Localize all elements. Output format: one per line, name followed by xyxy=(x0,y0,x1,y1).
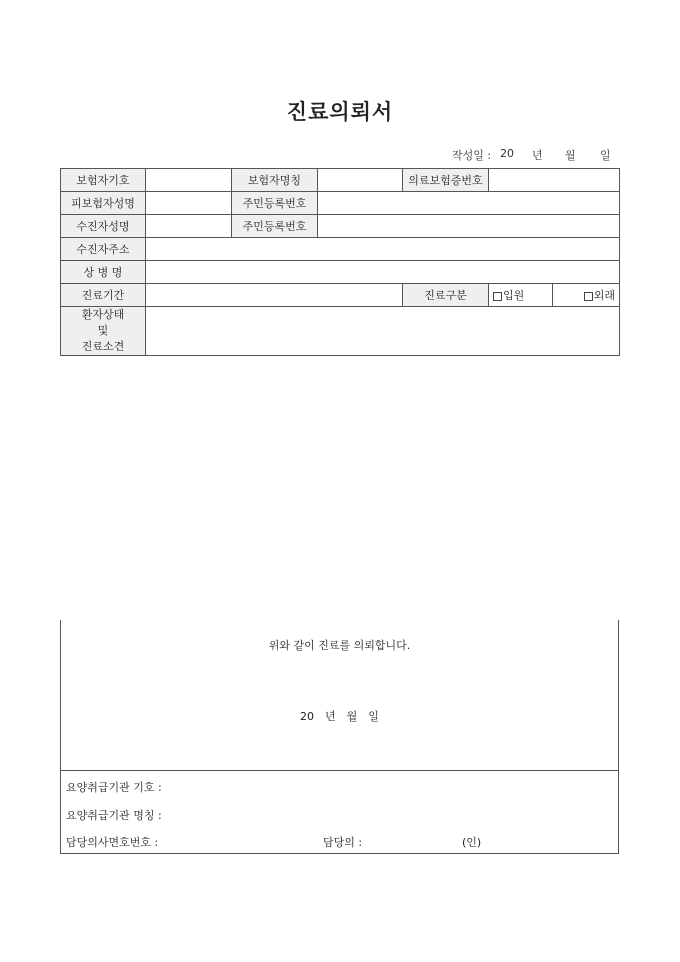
treatment-period-field[interactable] xyxy=(146,284,403,307)
patient-address-field[interactable] xyxy=(146,238,620,261)
divider xyxy=(61,770,618,771)
referral-form-table xyxy=(60,168,620,356)
request-day: 일 xyxy=(368,710,379,723)
request-year: 년 xyxy=(325,710,336,723)
patient-status-line1: 환자상태 xyxy=(81,308,125,321)
disease-name-field[interactable] xyxy=(146,261,620,284)
patient-status-line2: 및 xyxy=(97,324,109,337)
outpatient-option[interactable] xyxy=(553,284,620,307)
insurance-symbol-label: 보험자기호 xyxy=(61,169,146,192)
patient-address-label: 수진자주소 xyxy=(61,238,146,261)
request-year-prefix: 20 xyxy=(300,710,314,723)
disease-name-label: 상 병 명 xyxy=(61,261,146,284)
insured-resident-no-label: 주민등록번호 xyxy=(232,192,318,215)
treatment-type-label: 진료구분 xyxy=(403,284,489,307)
patient-status-field[interactable] xyxy=(146,307,620,356)
inpatient-option[interactable] xyxy=(489,284,553,307)
patient-status-label xyxy=(61,307,146,356)
insured-name-field[interactable] xyxy=(146,192,232,215)
request-section xyxy=(60,620,619,854)
date-year: 년 xyxy=(532,149,543,162)
seal-mark: (인) xyxy=(462,836,482,849)
request-date xyxy=(300,708,390,724)
request-text: 위와 같이 진료를 의뢰합니다. xyxy=(268,639,411,652)
date-day: 일 xyxy=(600,149,611,162)
insured-resident-no-field[interactable] xyxy=(318,192,620,215)
form-title: 진료의뢰서 xyxy=(286,100,394,124)
institution-name: 요양취급기관 명칭 : xyxy=(66,809,162,822)
outpatient-label: 외래 xyxy=(593,289,615,302)
doctor-license-no: 담당의사면호번호 : xyxy=(66,836,159,849)
treatment-period-label: 진료기간 xyxy=(61,284,146,307)
table-row xyxy=(61,192,620,215)
patient-name-label: 수진자성명 xyxy=(61,215,146,238)
inpatient-label: 입원 xyxy=(503,289,525,302)
date-label: 작성일 : xyxy=(452,149,492,162)
table-row xyxy=(61,284,620,307)
table-row xyxy=(61,307,620,356)
request-month: 월 xyxy=(346,710,358,723)
patient-status-line3: 진료소견 xyxy=(81,340,125,353)
insurer-name-field[interactable] xyxy=(318,169,403,192)
table-row xyxy=(61,238,620,261)
patient-name-field[interactable] xyxy=(146,215,232,238)
insurer-name-label: 보험자명칭 xyxy=(232,169,318,192)
institution-code: 요양취급기관 기호 : xyxy=(66,781,162,794)
date-year-prefix: 20 xyxy=(500,147,514,160)
outpatient-checkbox[interactable] xyxy=(584,292,593,301)
table-row xyxy=(61,215,620,238)
attending-doctor: 담당의 : xyxy=(323,836,363,849)
insured-name-label: 피보험자성명 xyxy=(61,192,146,215)
table-row xyxy=(61,169,620,192)
inpatient-checkbox[interactable] xyxy=(493,292,502,301)
insurance-card-no-field[interactable] xyxy=(489,169,620,192)
table-row xyxy=(61,261,620,284)
date-month: 월 xyxy=(565,149,576,162)
insurance-card-no-label: 의료보험증번호 xyxy=(403,169,489,192)
patient-resident-no-label: 주민등록번호 xyxy=(232,215,318,238)
patient-resident-no-field[interactable] xyxy=(318,215,620,238)
insurance-symbol-field[interactable] xyxy=(146,169,232,192)
